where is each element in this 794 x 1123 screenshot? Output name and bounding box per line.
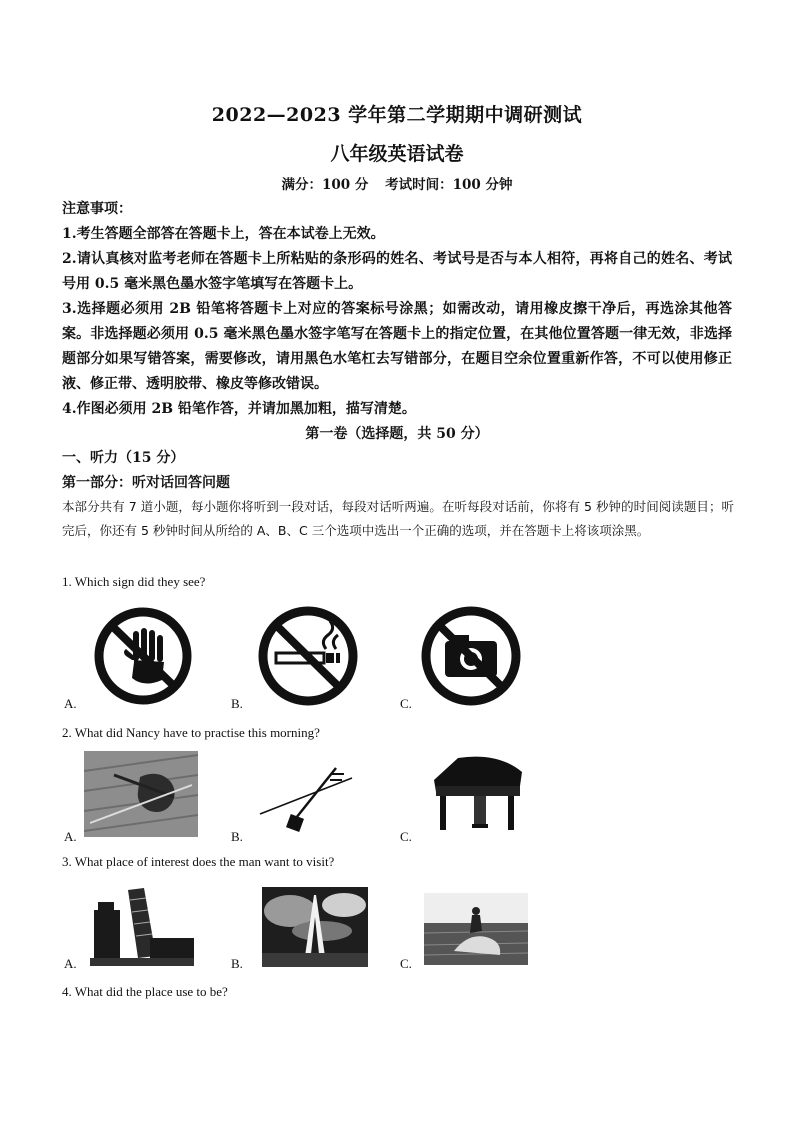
question-4: 4. What did the place use to be?	[62, 984, 228, 999]
option-a-label: A.	[64, 956, 77, 971]
question-3: 3. What place of interest does the man want to visit?	[62, 854, 335, 869]
option-a-label: A.	[64, 696, 77, 711]
erhu-drawing-icon	[256, 766, 356, 838]
no-touching-sign-icon	[92, 606, 194, 706]
note-item: 1.考生答题全部答在答题卡上，答在本试卷上无效。	[62, 226, 385, 242]
leaning-tower-photo-icon	[90, 884, 194, 966]
option-b-label: B.	[231, 696, 243, 711]
little-mermaid-photo-icon	[424, 893, 528, 965]
volume-heading: 第一卷（选择题，共 50 分）	[305, 426, 489, 442]
no-smoking-sign-icon	[256, 605, 360, 707]
note-item: 2.请认真核对监考老师在答题卡上所粘贴的条形码的姓名、考试号是否与本人相符，再将自己的姓名、考试号用 0.5 毫米黑色墨水签字笔填写在答题卡上。	[62, 251, 732, 292]
option-c-label: C.	[400, 829, 412, 844]
exam-time: 考试时间：100 分钟	[385, 177, 513, 193]
note-item: 3.选择题必须用 2B 铅笔将答题卡上对应的答案标号涂黑；如需改动，请用橡皮擦干净后，再选涂其他答案。非选择题必须用 0.5 毫米黑色墨水签字笔写在答题卡上的指定位置，在其他位置答题一律无效，非选择题部分如果写错答案，需要修改，请用黑色水笔杠去写错部分，在题目空余位置重新作答，不可以使用修正液、修正带、透明胶带、橡皮等修改错误。	[62, 301, 732, 392]
listening-instruction: 本部分共有 7 道小题，每小题你将听到一段对话，每段对话听两遍。在听每段对话前，你将有 5 秒钟的时间阅读题目；听完后，你还有 5 秒钟时间从所给的 A、B、C 三个选项中选出一个正确的选项，并在答题卡上将该项涂黑。	[62, 499, 734, 538]
question-2: 2. What did Nancy have to practise this morning?	[62, 725, 320, 740]
part-title: 一、听力（15 分）	[62, 450, 185, 466]
option-a-label: A.	[64, 829, 77, 844]
notes-heading: 注意事项：	[62, 201, 132, 217]
violin-photo-icon	[84, 751, 198, 837]
option-c-label: C.	[400, 956, 412, 971]
exam-score-time	[0, 173, 794, 193]
exam-notes	[62, 197, 732, 422]
note-item: 4.作图必须用 2B 铅笔作答，并请加黑加粗，描写清楚。	[62, 401, 416, 417]
exam-subtitle: 八年级英语试卷	[330, 143, 464, 165]
full-score: 满分：100 分	[281, 177, 369, 193]
option-b-label: B.	[231, 829, 243, 844]
no-photos-sign-icon	[419, 605, 523, 707]
eiffel-tower-photo-icon	[262, 887, 368, 967]
option-b-label: B.	[231, 956, 243, 971]
option-c-label: C.	[400, 696, 412, 711]
sub-title: 第一部分：听对话回答问题	[62, 475, 230, 491]
question-1: 1. Which sign did they see?	[62, 574, 206, 589]
exam-title: 2022—2023 学年第二学期期中调研测试	[211, 104, 583, 126]
grand-piano-drawing-icon	[428, 752, 528, 836]
